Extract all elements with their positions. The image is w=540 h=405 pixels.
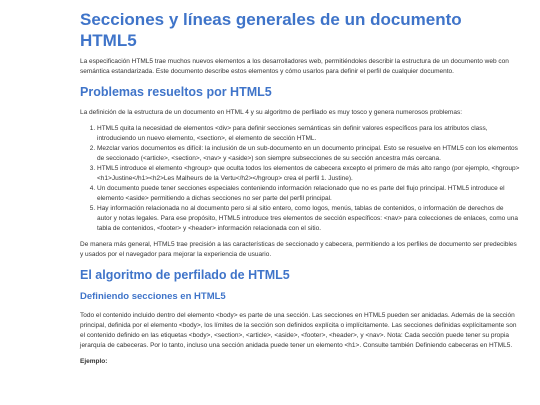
problems-outro-paragraph: De manera más general, HTML5 trae precisión a las características de seccionado y cabecera, permitiendo a los perfiles de documento ser predecibles y usados por el navegador para mejorar la experiencia de usuario. xyxy=(80,241,517,258)
list-item: 4. Un documento puede tener secciones especiales conteniendo información relacionado que no es parte del flujo principal. HTML5 introduce el elemento <aside> permitiendo a dichas secciones no ser parte del perfil principal. xyxy=(97,184,520,204)
list-item: 5. Hay información relacionada no al documento pero si al sitio entero, como logos, menús, tablas de contenidos, o información de derechos de autor y notas legales. Para ese propósito, HTML5 introduce tres elementos de sección específicos: <nav> para colecciones de enlaces, como una tabla de contenidos, <footer> y <header> información relacionada con el sitio. xyxy=(97,204,520,234)
example-label: Ejemplo: xyxy=(80,358,108,365)
problems-list xyxy=(80,124,520,234)
list-item: 3. HTML5 introduce el elemento <hgroup> que oculta todos los elementos de cabecera excepto el primero de más alto rango (por ejemplo, <hgroup><h1>Justine</h1><h2>Les Malheurs de la Vertu</h2></hgroup> crea el perfil 1. Justine). xyxy=(97,164,520,184)
intro-paragraph: La especificación HTML5 trae muchos nuevos elementos a los desarrolladores web, permitiéndoles describir la estructura de un documento web con semántica estandarizada. Este documento describe estos elementos y cómo usarlos para definir el perfil de cualquier documento. xyxy=(80,58,509,75)
defining-sections-paragraph: Todo el contenido incluido dentro del elemento <body> es parte de una sección. Las secciones en HTML5 pueden ser anidadas. Además de la sección principal, definida por el elemento <body>, los límites de la sección son definidos explícita o implícitamente. Las secciones definidas explícitamente son el contenido definido en las etiquetas <body>, <section>, <article>, <aside>, <footer>, <header>, y <nav>. Nota: Cada sección puede tener su propia jerarquía de cabeceras. Por lo tanto, incluso una sección anidada puede tener un elemento <h1>. Consulte también Definiendo cabeceras en HTML5. xyxy=(80,312,517,349)
problems-intro-paragraph: La definición de la estructura de un documento en HTML 4 y su algoritmo de perfilado es muy tosco y genera numerosos problemas: xyxy=(80,109,463,116)
subsection-heading-defining-sections: Definiendo secciones en HTML5 xyxy=(80,291,226,302)
section-heading-algorithm: El algoritmo de perfilado de HTML5 xyxy=(80,268,290,282)
page-title: Secciones y líneas generales de un documento HTML5 xyxy=(80,10,462,50)
section-heading-problems: Problemas resueltos por HTML5 xyxy=(80,85,272,99)
list-item: 2. Mezclar varios documentos es difícil: la inclusión de un sub-documento en un documento principal. Esto se resuelve en HTML5 con los elementos de seccionado (<article>, <section>, <nav> y <aside>) son siempre subsecciones de su sección ancestra más cercana. xyxy=(97,144,520,164)
list-item: 1. HTML5 quita la necesidad de elementos <div> para definir secciones semánticas sin definir valores específicos para los atributos class, introduciendo un nuevo elemento, <section>, el elemento de sección HTML. xyxy=(97,124,520,144)
